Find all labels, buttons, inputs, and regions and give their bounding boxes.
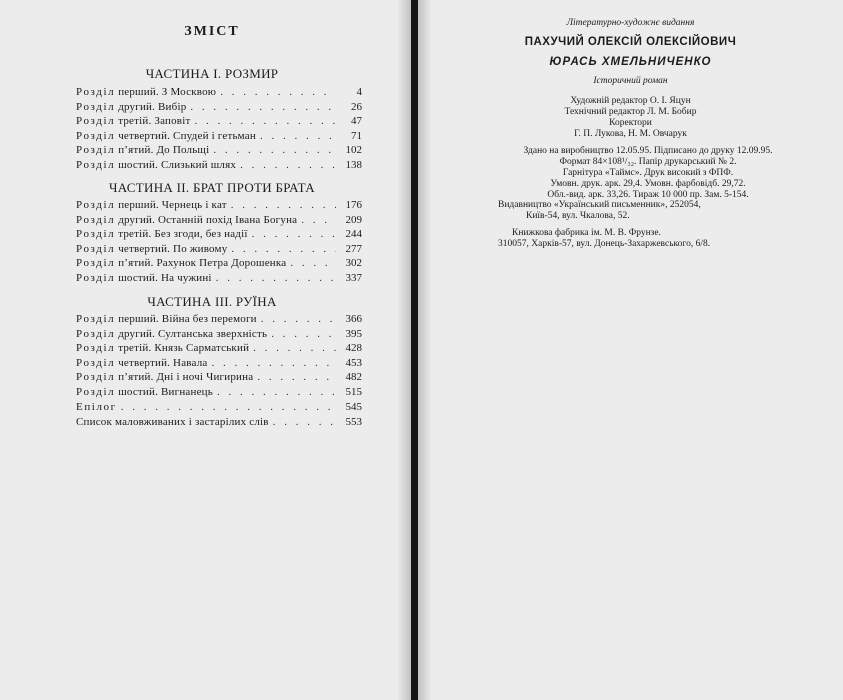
part-heading-2: ЧАСТИНА ІІ. БРАТ ПРОТИ БРАТА xyxy=(109,180,315,195)
printer-info xyxy=(498,228,798,250)
right-page xyxy=(418,0,843,700)
genre-line: Літературно-художнє видання xyxy=(566,18,695,28)
toc-entry: Розділ п’ятий. Дні і ночі Чигирина . . . 482 xyxy=(76,370,362,385)
production-line: Умовн. друк. арк. 29,4. Умовн. фарбовідб. 29,72. xyxy=(550,179,746,189)
book-subtitle: Історичний роман xyxy=(593,76,668,86)
toc-entry-glossary: Список маловживаних і застарілих слів . . . 553 xyxy=(76,415,362,430)
editorial-credits xyxy=(418,96,843,140)
toc-entry: Розділ шостий. Вигнанець . . . 515 xyxy=(76,385,362,400)
publisher-info xyxy=(498,200,798,222)
toc-glossary xyxy=(76,415,362,430)
author-name: ПАХУЧИЙ ОЛЕКСІЙ ОЛЕКСІЙОВИЧ xyxy=(524,36,737,48)
toc-entry: Розділ четвертий. Навала . . . 453 xyxy=(76,356,362,371)
toc-title: ЗМІСТ xyxy=(184,24,240,39)
toc-entry: Розділ п’ятий. Рахунок Петра Дорошенка . . . 302 xyxy=(76,256,362,271)
production-details xyxy=(498,146,798,201)
toc-entry: Розділ третій. Князь Сарматський . . . 428 xyxy=(76,341,362,356)
credit-line: Коректори xyxy=(609,118,652,128)
book-title: ЮРАСЬ ХМЕЛЬНИЧЕНКО xyxy=(549,56,712,68)
production-line: Обл.-вид. арк. 33,26. Тираж 10 000 пр. Зам. 5-154. xyxy=(547,190,749,200)
production-line: Формат 84×108¹/₃₂. Папір друкарський № 2. xyxy=(559,157,737,167)
toc-entry: Розділ другий. Султанська зверхність . . . 395 xyxy=(76,327,362,342)
printer-line: 310057, Харків-57, вул. Донець-Захаржевського, 6/8. xyxy=(498,239,711,249)
part-heading-3: ЧАСТИНА ІІІ. РУЇНА xyxy=(147,294,277,309)
toc-entry: Розділ другий. Вибір . . . 26 xyxy=(76,100,362,115)
toc-entry: Розділ третій. Без згоди, без надії . . . 244 xyxy=(76,227,362,242)
toc-entry: Розділ третій. Заповіт . . . 47 xyxy=(76,114,362,129)
toc-entry: Розділ шостий. Слизький шлях . . . 138 xyxy=(76,158,362,173)
toc-entry: Розділ п’ятий. До Польщі . . . 102 xyxy=(76,143,362,158)
toc-entry: Розділ перший. З Москвою . . . 4 xyxy=(76,85,362,100)
publisher-line: Київ-54, вул. Чкалова, 52. xyxy=(526,211,630,221)
toc-entry: Розділ перший. Війна без перемоги . . . 366 xyxy=(76,312,362,327)
toc-entry: Розділ перший. Чернець і кат . . . 176 xyxy=(76,198,362,213)
toc-part-2-list xyxy=(76,198,362,286)
credit-line: Г. П. Лукова, Н. М. Овчарук xyxy=(574,129,687,139)
toc-part-3-list xyxy=(76,312,362,414)
toc-entry: Розділ другий. Останній похід Івана Богуна . . . 209 xyxy=(76,213,362,228)
toc-entry: Розділ четвертий. По живому . . . 277 xyxy=(76,242,362,257)
publisher-line: Видавництво «Український письменник», 252054, xyxy=(498,200,701,210)
production-line: Гарнітура «Таймс». Друк високий з ФПФ. xyxy=(562,168,734,178)
toc-entry-epilogue: Епілог . . . 545 xyxy=(76,400,362,415)
production-line: Здано на виробництво 12.05.95. Підписано до друку 12.09.95. xyxy=(523,146,773,156)
part-heading-1: ЧАСТИНА І. РОЗМИР xyxy=(145,66,279,81)
credit-line: Художній редактор О. І. Яцун xyxy=(570,96,691,106)
toc-entry: Розділ шостий. На чужині . . . 337 xyxy=(76,271,362,286)
toc-part-1-list xyxy=(76,85,362,173)
printer-line: Книжкова фабрика ім. М. В. Фрунзе. xyxy=(512,228,661,238)
toc-entry: Розділ четвертий. Спудей і гетьман . . . 71 xyxy=(76,129,362,144)
left-page xyxy=(0,0,411,700)
credit-line: Технічний редактор Л. М. Бобир xyxy=(564,107,697,117)
